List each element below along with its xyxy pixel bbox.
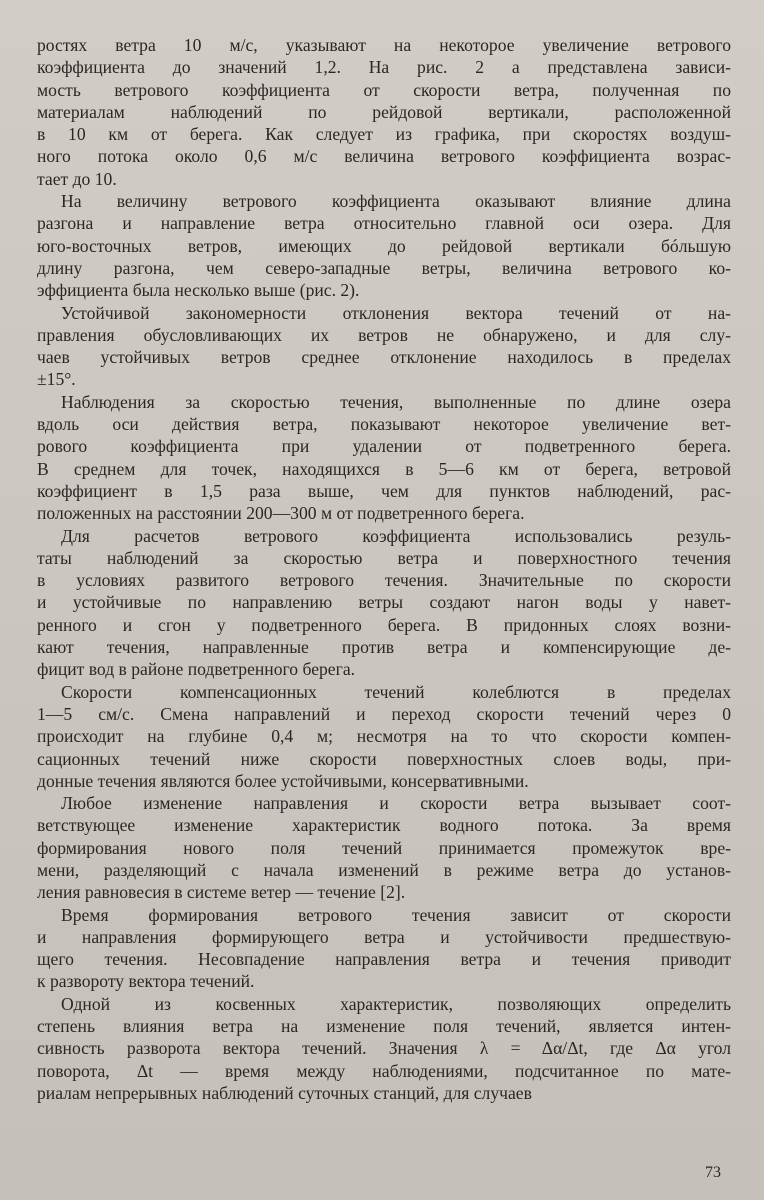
text-line: ного потока около 0,6 м/с величина ветрового коэффициента возрас- [37, 146, 731, 167]
text-line: и устойчивые по направлению ветры создают нагон воды у навет- [37, 592, 731, 613]
text-line: мени, разделяющий с начала изменений в режиме ветра до установ- [37, 859, 731, 880]
text-line: мость ветрового коэффициента от скорости ветра, полученная по [37, 79, 731, 100]
text-line: разгона и направление ветра относительно главной оси озера. Для [37, 213, 731, 234]
text-line: На величину ветрового коэффициента оказывают влияние длина [61, 191, 731, 212]
text-line: в 10 км от берега. Как следует из графика, при скоростях воздуш- [37, 124, 731, 145]
text-line: степень влияния ветра на изменение поля течений, является интен- [37, 1016, 731, 1037]
text-line: длину разгона, чем северо-западные ветры, величина ветрового ко- [37, 257, 731, 278]
text-line: 1—5 см/с. Смена направлений и переход скорости течений через 0 [37, 703, 731, 724]
text-line: Наблюдения за скоростью течения, выполненные по длине озера [61, 391, 731, 412]
text-line: вдоль оси действия ветра, показывают некоторое увеличение вет- [37, 414, 731, 435]
text-line: сационных течений ниже скорости поверхностных слоев воды, при- [37, 748, 731, 769]
text-line: эффициента была несколько выше (рис. 2). [37, 280, 360, 301]
text-line: ренного и сгон у подветренного берега. В придонных слоях возни- [37, 614, 731, 635]
text-line: правления обусловливающих их ветров не обнаружено, и для слу- [37, 324, 731, 345]
text-line: к развороту вектора течений. [37, 971, 255, 992]
text-line: тает до 10. [37, 168, 117, 189]
text-line: происходит на глубине 0,4 м; несмотря на то что скорости компен- [37, 726, 731, 747]
text-line: формирования нового поля течений принимается промежуток вре- [37, 837, 731, 858]
text-line: Скорости компенсационных течений колеблются в пределах [61, 681, 731, 702]
text-line: в условиях развитого ветрового течения. Значительные по скорости [37, 570, 731, 591]
text-line: коэффициента до значений 1,2. На рис. 2 а представлена зависи- [37, 57, 731, 78]
paragraph [37, 302, 731, 391]
text-line: щего течения. Несовпадение направления ветра и течения приводит [37, 949, 731, 970]
paragraph [37, 792, 731, 903]
text-line: В среднем для точек, находящихся в 5—6 км от берега, ветровой [37, 458, 731, 479]
text-line: рового коэффициента при удалении от подветренного берега. [37, 436, 731, 457]
text-line: коэффициент в 1,5 раза выше, чем для пунктов наблюдений, рас- [37, 480, 731, 501]
text-line: и направления формирующего ветра и устойчивости предшествую- [37, 926, 731, 947]
paragraph [37, 525, 731, 681]
paragraph [37, 391, 731, 525]
body-text [37, 34, 731, 1104]
text-line: Для расчетов ветрового коэффициента использовались резуль- [61, 525, 731, 546]
text-line: ветствующее изменение характеристик водного потока. За время [37, 815, 731, 836]
text-line: чаев устойчивых ветров среднее отклонение находилось в пределах [37, 347, 731, 368]
text-line: ±15°. [37, 369, 76, 390]
text-line: риалам непрерывных наблюдений суточных станций, для случаев [37, 1082, 532, 1103]
paragraph [37, 904, 731, 993]
text-line: Время формирования ветрового течения зависит от скорости [61, 904, 731, 925]
text-line: Одной из косвенных характеристик, позволяющих определить [61, 993, 731, 1014]
paragraph [37, 681, 731, 792]
text-line: юго-восточных ветров, имеющих до рейдовой вертикали бóльшую [37, 235, 731, 256]
text-line: Устойчивой закономерности отклонения вектора течений от на- [61, 302, 731, 323]
paragraph [37, 190, 731, 301]
text-line: ростях ветра 10 м/с, указывают на некоторое увеличение ветрового [37, 35, 731, 55]
text-line: Любое изменение направления и скорости ветра вызывает соот- [61, 793, 731, 814]
text-line: кают течения, направленные против ветра и компенсирующие де- [37, 637, 731, 658]
text-line: таты наблюдений за скоростью ветра и поверхностного течения [37, 547, 731, 568]
text-line: сивность разворота вектора течений. Значения λ = Δα/Δt, где Δα угол [37, 1038, 731, 1059]
text-line: поворота, Δt — время между наблюдениями, подсчитанное по мате- [37, 1060, 731, 1081]
paragraph [37, 993, 731, 1104]
paragraph [37, 34, 731, 190]
page-number: 73 [705, 1164, 721, 1181]
text-line: положенных на расстоянии 200—300 м от подветренного берега. [37, 503, 525, 524]
text-line: фицит вод в районе подветренного берега. [37, 659, 356, 680]
text-line: материалам наблюдений по рейдовой вертикали, расположенной [37, 101, 731, 122]
text-line: донные течения являются более устойчивыми, консервативными. [37, 770, 529, 791]
text-line: ления равновесия в системе ветер — течение [2]. [37, 882, 406, 903]
